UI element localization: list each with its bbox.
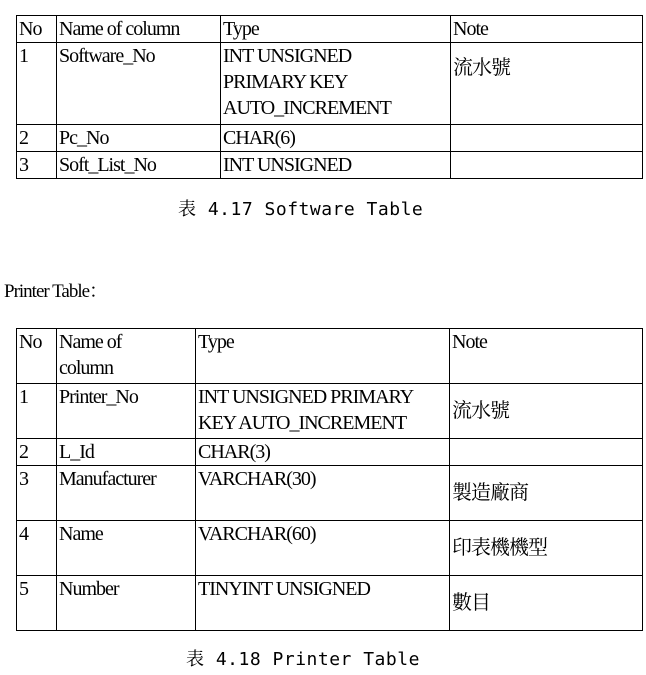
table-caption: 表 4.18 Printer Table: [186, 649, 420, 670]
cell-no: 1: [17, 43, 57, 125]
header-note: Note: [450, 329, 643, 384]
table-row: [17, 576, 643, 631]
header-type: Type: [196, 329, 450, 384]
cell-no: 1: [17, 384, 57, 439]
table-header-row: [17, 329, 643, 384]
cell-no: 2: [17, 125, 57, 152]
software-table: [16, 15, 643, 179]
table-row: [17, 125, 643, 152]
header-name-line: Name of: [59, 331, 122, 353]
cell-name: Number: [57, 576, 196, 631]
cell-type: CHAR(6): [221, 125, 451, 152]
table-row: [17, 152, 643, 179]
cell-type: TINYINT UNSIGNED: [196, 576, 450, 631]
cell-name: Soft_List_No: [57, 152, 221, 179]
cell-no: 4: [17, 521, 57, 576]
printer-table: [16, 328, 643, 631]
cell-no: 5: [17, 576, 57, 631]
cell-type: CHAR(3): [196, 439, 450, 466]
cell-note: [451, 152, 643, 179]
cell-type: [196, 384, 450, 439]
cell-no: 3: [17, 466, 57, 521]
cell-note: 印表機機型: [450, 521, 643, 576]
cell-note: 製造廠商: [450, 466, 643, 521]
cell-note: 流水號: [450, 384, 643, 439]
cell-no: 3: [17, 152, 57, 179]
table-row: [17, 466, 643, 521]
table-caption: 表 4.17 Software Table: [178, 199, 424, 220]
cell-type-line: KEY AUTO_INCREMENT: [198, 412, 407, 434]
cell-name: Printer_No: [57, 384, 196, 439]
cell-type-line: AUTO_INCREMENT: [223, 97, 391, 119]
header-no: No: [17, 329, 57, 384]
cell-no: 2: [17, 439, 57, 466]
table-row: [17, 384, 643, 439]
table-row: [17, 43, 643, 125]
header-type: Type: [221, 16, 451, 43]
header-name-of-column: Name of column: [57, 16, 221, 43]
cell-type-line: INT UNSIGNED: [223, 45, 352, 67]
header-no: No: [17, 16, 57, 43]
cell-type: VARCHAR(60): [196, 521, 450, 576]
header-name-of-column: [57, 329, 196, 384]
cell-note: [451, 125, 643, 152]
table-row: [17, 439, 643, 466]
header-note: Note: [451, 16, 643, 43]
header-name-line: column: [59, 357, 113, 379]
cell-type: [221, 43, 451, 125]
cell-type-line: PRIMARY KEY: [223, 71, 348, 93]
cell-name: Pc_No: [57, 125, 221, 152]
table-row: [17, 521, 643, 576]
cell-type: INT UNSIGNED: [221, 152, 451, 179]
cell-note: [450, 439, 643, 466]
cell-type-line: INT UNSIGNED PRIMARY: [198, 386, 414, 408]
cell-type: VARCHAR(30): [196, 466, 450, 521]
table-header-row: [17, 16, 643, 43]
cell-note: 流水號: [451, 43, 643, 125]
cell-note: 數目: [450, 576, 643, 631]
cell-name: Software_No: [57, 43, 221, 125]
cell-name: Name: [57, 521, 196, 576]
section-label: Printer Table：: [4, 281, 108, 302]
cell-name: Manufacturer: [57, 466, 196, 521]
cell-name: L_Id: [57, 439, 196, 466]
